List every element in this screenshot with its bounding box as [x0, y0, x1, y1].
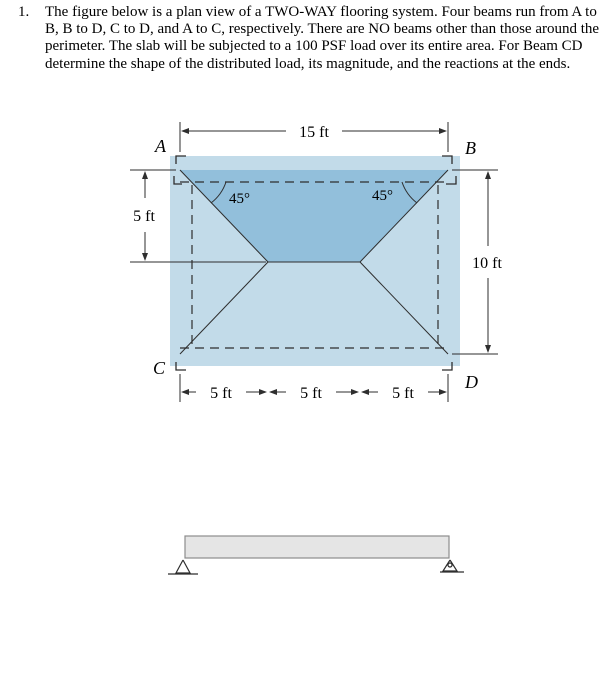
- problem-number: 1.: [18, 4, 30, 20]
- dim-bottom-3-label: 5 ft: [392, 385, 414, 402]
- dim-right-label: 10 ft: [472, 255, 502, 272]
- label-a: A: [155, 136, 166, 156]
- label-c: C: [153, 358, 166, 378]
- problem-text: The figure below is a plan view of a TWO-WAY flooring system. Four beams run from A to B, B to D, C to D, and A to C, respectively. There are NO beams other than those around the perimeter. The slab will be subjected to a 100 PSF load over its entire area. For Beam CD determine the shape of the distributed load, its magnitude, and the reactions at the ends.: [45, 4, 600, 72]
- dim-top-label: 15 ft: [299, 124, 329, 141]
- pin-support-right: [440, 560, 464, 572]
- dim-bottom-1-label: 5 ft: [210, 385, 232, 402]
- dim-bottom-2-label: 5 ft: [300, 385, 322, 402]
- angle-left-label: 45°: [229, 191, 250, 207]
- label-b: B: [465, 138, 476, 158]
- angle-right-label: 45°: [372, 188, 393, 204]
- pin-support-left: [168, 560, 198, 574]
- beam-cd-elevation: [185, 536, 449, 558]
- label-d: D: [465, 372, 478, 392]
- dim-left-label: 5 ft: [133, 208, 155, 225]
